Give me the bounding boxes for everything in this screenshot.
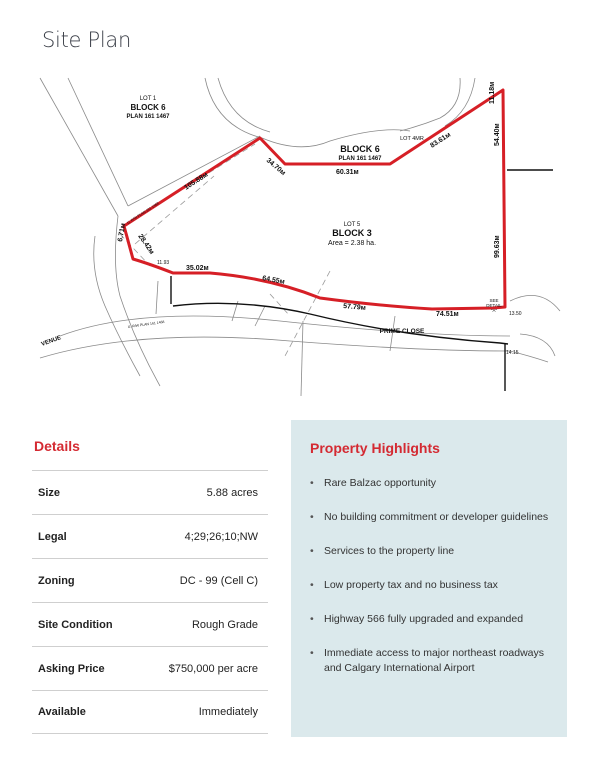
detail-label: Legal: [38, 530, 67, 543]
see-detail-label-3: "A": [490, 308, 498, 313]
detail-value: Immediately: [198, 706, 258, 718]
highlight-text: Highway 566 fully upgraded and expanded: [324, 613, 524, 625]
highlight-text: Services to the property line: [324, 545, 455, 557]
lot1-plan-label: PLAN 161 1467: [126, 114, 170, 120]
details-section: [32, 438, 268, 734]
detail-value: $750,000 per acre: [168, 662, 258, 675]
page-title: Site Plan: [42, 28, 131, 52]
see-detail-label-1: SEE: [489, 298, 499, 303]
detail-row-site-condition: [32, 602, 268, 646]
highlight-text: Rare Balzac opportunity: [324, 477, 437, 489]
detail-label: Size: [38, 486, 61, 499]
dim-64-55: 64.55м: [261, 275, 286, 286]
lot4mr-label: LOT 4MR: [400, 136, 424, 142]
block6-label: BLOCK 6: [340, 144, 380, 154]
dim-105-88: 105.88м: [183, 171, 210, 192]
bullet-icon: •: [310, 613, 314, 625]
dim-74-51: 74.51м: [436, 311, 459, 318]
avenue-label: VENUE: [40, 335, 63, 348]
dim-60-31: 60.31м: [336, 169, 359, 176]
list-item: [310, 544, 549, 559]
property-boundary: [124, 90, 505, 309]
list-item: [310, 476, 549, 491]
dim-99-63: 99.63м: [494, 235, 501, 258]
detail-value: Rough Grade: [191, 618, 258, 631]
lot5-label: LOT 5: [343, 222, 361, 228]
dim-57-79: 57.79м: [342, 303, 367, 312]
lot1-label: LOT 1: [139, 96, 157, 102]
block6-plan-label: PLAN 161 1467: [338, 156, 382, 162]
detail-label: Available: [38, 706, 86, 718]
uw-row-left-label: U. R/W PLAN 161 1468: [126, 201, 160, 225]
detail-label: Asking Price: [38, 662, 105, 675]
bullet-icon: •: [310, 477, 314, 489]
lot1-block-label: BLOCK 6: [130, 103, 166, 112]
list-item: [310, 612, 549, 627]
dim-6-71: 6.71м: [117, 222, 128, 243]
dim-14-15: 14.15: [506, 350, 519, 356]
dim-11-93: 11.93: [157, 260, 170, 266]
highlight-text: Immediate access to major northeast roadways and Calgary International Airport: [324, 647, 545, 674]
dim-54-40: 54.40м: [494, 123, 501, 146]
detail-row-size: [32, 470, 268, 514]
uw-row-bottom-label: U. R/W PLAN 161 1468: [127, 319, 165, 329]
list-item: [310, 510, 549, 525]
list-item: [310, 578, 549, 593]
see-detail-label-2: DETAIL: [486, 303, 502, 308]
bullet-icon: •: [310, 579, 314, 591]
highlights-title: Property Highlights: [310, 440, 440, 456]
property-highlights-panel: [291, 420, 567, 737]
highlight-text: Low property tax and no business tax: [324, 579, 498, 591]
dim-35-02: 35.02м: [186, 265, 209, 272]
detail-value: 4;29;26;10;NW: [184, 530, 258, 543]
list-item: [310, 646, 549, 676]
block3-label: BLOCK 3: [332, 228, 372, 238]
detail-row-available: [32, 690, 268, 734]
site-plan-svg: [0, 66, 594, 396]
dim-34-70: 34.70м: [264, 157, 287, 178]
details-title: Details: [34, 438, 80, 454]
road-lines: [171, 170, 553, 391]
dim-13-50: 13.50: [509, 311, 522, 317]
detail-label: Site Condition: [38, 618, 113, 631]
highlights-list: [310, 476, 549, 676]
detail-label: Zoning: [38, 574, 75, 587]
site-plan-drawing: [0, 66, 594, 396]
dim-83-61: 83.61м: [429, 131, 453, 150]
dim-11-18: 11.18м: [489, 81, 496, 104]
dim-28-42: 28.42м: [136, 233, 156, 256]
bullet-icon: •: [310, 545, 314, 557]
detail-row-zoning: [32, 558, 268, 602]
area-label: Area = 2.38 ha.: [327, 240, 377, 247]
detail-row-legal: [32, 514, 268, 558]
detail-row-asking-price: [32, 646, 268, 690]
highlight-text: No building commitment or developer guidelines: [324, 511, 549, 523]
prime-close-label: PRIME CLOSE: [379, 328, 425, 335]
bullet-icon: •: [310, 511, 314, 523]
bullet-icon: •: [310, 647, 314, 659]
detail-value: 5.88 acres: [206, 486, 258, 499]
detail-value: DC - 99 (Cell C): [179, 574, 258, 587]
